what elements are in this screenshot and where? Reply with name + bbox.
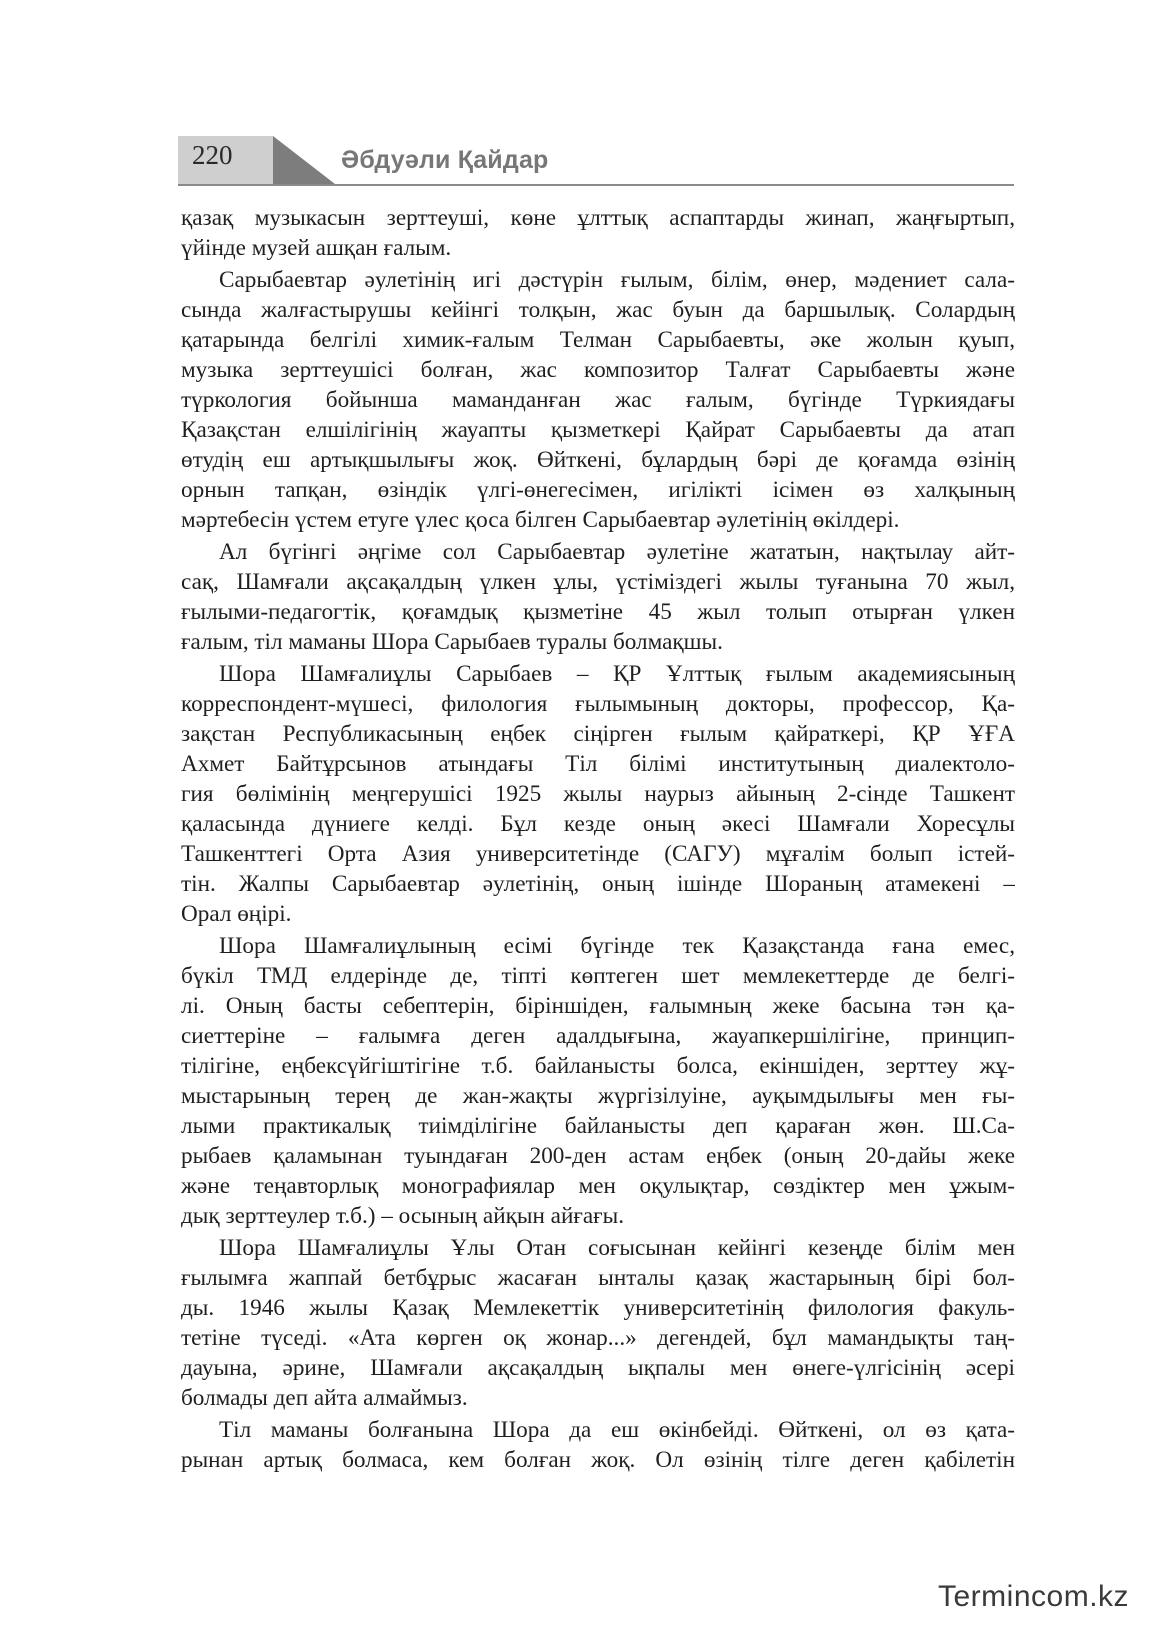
paragraph xyxy=(181,1233,1015,1413)
paragraph xyxy=(181,659,1015,929)
text-line: лі. Оның басты себептерін, біріншіден, ғалымның жеке басына тән қа- xyxy=(181,993,1015,1019)
paragraph xyxy=(181,265,1015,535)
text-line: Қазақстан елшілігінің жауапты қызметкері Қайрат Сарыбаевты да атап xyxy=(181,417,1015,443)
header-divider xyxy=(178,184,1014,186)
paragraph xyxy=(181,537,1015,657)
text-line: музыка зерттеушісі болған, жас композитор Талғат Сарыбаевты және xyxy=(181,357,1015,383)
paragraph xyxy=(181,1415,1015,1475)
text-line: дауына, әрине, Шамғали ақсақалдың ықпалы мен өнеге-үлгісінің әсері xyxy=(181,1355,1015,1381)
text-line: орнын тапқан, өзіндік үлгі-өнегесімен, игілікті ісімен өз халқының xyxy=(181,477,1015,503)
paragraph xyxy=(181,203,1015,263)
text-line: бүкіл ТМД елдерінде де, тіпті көптеген шет мемлекеттерде де белгі- xyxy=(181,963,1015,989)
text-line: мыстарының терең де жан-жақты жүргізілуіне, ауқымдылығы мен ғы- xyxy=(181,1083,1015,1109)
text-line: ды. 1946 жылы Қазақ Мемлекеттік университетінің филология факуль- xyxy=(181,1295,1015,1321)
paragraph xyxy=(181,931,1015,1231)
text-line: лыми практикалық тиімділігіне байланысты деп қараған жөн. Ш.Са- xyxy=(181,1113,1015,1139)
text-line: түркология бойынша маманданған жас ғалым, бүгінде Түркиядағы xyxy=(181,387,1015,413)
text-line: қатарында белгілі химик-ғалым Телман Сарыбаевты, әке жолын қуып, xyxy=(181,327,1015,353)
text-line: сиеттеріне – ғалымға деген адалдығына, жауапкершілігіне, принцип- xyxy=(181,1023,1015,1049)
text-line: тетіне түседі. «Ата көрген оқ жонар...» дегендей, бұл мамандықты таң- xyxy=(181,1325,1015,1351)
text-line: сында жалғастырушы кейінгі толқын, жас буын да баршылық. Солардың xyxy=(181,297,1015,323)
text-line: Орал өңірі. xyxy=(181,901,292,927)
running-header xyxy=(178,136,1014,188)
text-line: Ал бүгінгі әңгіме сол Сарыбаевтар әулетіне жататын, нақтылау айт- xyxy=(219,539,1015,565)
text-line: қаласында дүниеге келді. Бұл кезде оның әкесі Шамғали Хоресұлы xyxy=(181,811,1015,837)
text-line: сақ, Шамғали ақсақалдың үлкен ұлы, үстіміздегі жылы туғанына 70 жыл, xyxy=(181,569,1015,595)
text-line: Ташкенттегі Орта Азия университетінде (САГУ) мұғалім болып істей- xyxy=(181,841,1015,867)
text-line: ғылыми-педагогтік, қоғамдық қызметіне 45 жыл толып отырған үлкен xyxy=(181,599,1015,625)
header-arrow-shape xyxy=(273,136,335,184)
text-line: зақстан Республикасының еңбек сіңірген ғылым қайраткері, ҚР ҰҒА xyxy=(181,721,1015,747)
text-line: және теңавторлық монографиялар мен оқулықтар, сөздіктер мен ұжым- xyxy=(181,1173,1015,1199)
text-line: өтудің еш артықшылығы жоқ. Өйткені, бұлардың бәрі де қоғамда өзінің xyxy=(181,447,1015,473)
text-line: ғалым, тіл маманы Шора Сарыбаев туралы болмақшы. xyxy=(181,629,723,655)
text-line: Шора Шамғалиұлы Сарыбаев – ҚР Ұлттық ғылым академиясының xyxy=(219,661,1015,687)
text-line: Тіл маманы болғанына Шора да еш өкінбейді. Өйткені, ол өз қата- xyxy=(219,1417,1015,1443)
text-line: Ахмет Байтұрсынов атындағы Тіл білімі институтының диалектоло- xyxy=(181,751,1015,777)
watermark-text: Termincom.kz xyxy=(938,1580,1130,1613)
text-line: корреспондент-мүшесі, филология ғылымының докторы, профессор, Қа- xyxy=(181,691,1015,717)
text-line: гия бөлімінің меңгерушісі 1925 жылы наурыз айының 2-сінде Ташкент xyxy=(181,781,1015,807)
text-line: тілігіне, еңбексүйгіштігіне т.б. байланысты болса, екіншіден, зерттеу жұ- xyxy=(181,1053,1015,1079)
text-line: тін. Жалпы Сарыбаевтар әулетінің, оның ішінде Шораның атамекені – xyxy=(181,871,1015,897)
text-line: Шора Шамғалиұлы Ұлы Отан соғысынан кейінгі кезеңде білім мен xyxy=(219,1235,1015,1261)
text-line: болмады деп айта алмаймыз. xyxy=(181,1385,468,1411)
body-text xyxy=(181,203,1015,1477)
text-line: Сарыбаевтар әулетінің игі дәстүрін ғылым, білім, өнер, мәдениет сала- xyxy=(219,267,1015,293)
text-line: үйінде музей ашқан ғалым. xyxy=(181,235,452,261)
text-line: рыбаев қаламынан туындаған 200-ден астам еңбек (оның 20-дайы жеке xyxy=(181,1143,1015,1169)
text-line: ғылымға жаппай бетбұрыс жасаған ынталы қазақ жастарының бірі бол- xyxy=(181,1265,1015,1291)
watermark xyxy=(938,1580,1150,1626)
page-number: 220 xyxy=(192,140,233,170)
running-header-author: Әбдуәли Қайдар xyxy=(341,146,549,174)
text-line: қазақ музыкасын зерттеуші, көне ұлттық аспаптарды жинап, жаңғыртып, xyxy=(181,205,1015,231)
page-number-tab xyxy=(178,136,273,184)
text-line: мәртебесін үстем етуге үлес қоса білген Сарыбаевтар әулетінің өкілдері. xyxy=(181,507,900,533)
text-line: рынан артық болмаса, кем болған жоқ. Ол өзінің тілге деген қабілетін xyxy=(181,1447,1015,1473)
text-line: Шора Шамғалиұлының есімі бүгінде тек Қазақстанда ғана емес, xyxy=(219,933,1015,959)
text-line: дық зерттеулер т.б.) – осының айқын айғағы. xyxy=(181,1203,625,1229)
